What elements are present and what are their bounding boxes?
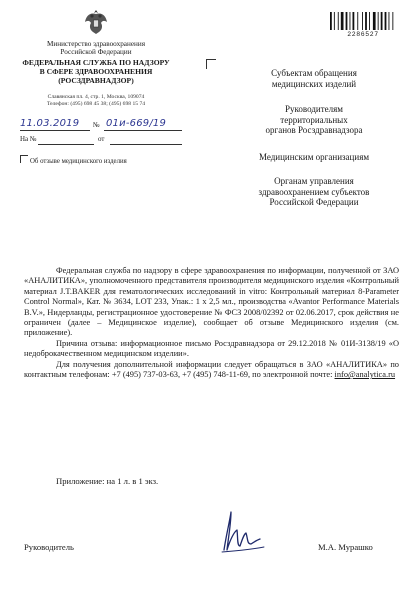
- barcode-bar: [365, 12, 367, 30]
- subject-line: Об отзыве медицинского изделия: [30, 158, 127, 165]
- addressee-line: органов Росздравнадзора: [265, 125, 363, 136]
- barcode-bar: [362, 12, 363, 30]
- service-line: В СФЕРЕ ЗДРАВООХРАНЕНИЯ: [39, 66, 153, 76]
- barcode-bar: [353, 12, 355, 30]
- barcode-bar: [341, 12, 344, 30]
- date-underline: [20, 130, 90, 131]
- attachment-line: Приложение: на 1 л. в 1 экз.: [56, 476, 159, 486]
- addressee-line: Руководителям: [285, 104, 343, 114]
- body-paragraph: Федеральная служба по надзору в сфере здравоохранения по информации, полученной от ЗАО «АНАЛИТИКА», уполномоченного представителя производителя медицинского изделия «Контрольный материал J.T.BAKER для гематологических исследований in vitro: Контрольный материал 8-Parameter Control Normal», Кат. № 3634, LOT 233, Упак.: 1 x 2,5 мл., производства «Avantor Performance Materials B.V.», Нидерланды, регистрационное удостоверение № ФСЗ 2008/02392 от 02.06.2017, срок действия не ограничен (далее – Медицинское изделие), сообщает об отзыве Медицинского изделия (см. приложение).: [24, 266, 399, 338]
- body-paragraph: [24, 360, 399, 381]
- reg-no-label: №: [93, 121, 100, 129]
- barcode-bar: [357, 12, 358, 30]
- ref-date-label: от: [98, 135, 105, 143]
- address-line: Телефон: (495) 698 45 38; (495) 698 15 74: [46, 101, 146, 107]
- barcode-bar: [369, 12, 370, 30]
- reg-date: 11.03.2019: [20, 118, 80, 129]
- address-block: [10, 94, 182, 108]
- letter-body: [24, 266, 399, 380]
- service-line: (РОСЗДРАВНАДЗОР): [58, 75, 134, 85]
- service-line: ФЕДЕРАЛЬНАЯ СЛУЖБА ПО НАДЗОРУ: [22, 58, 170, 67]
- barcode-bar: [385, 12, 387, 30]
- barcode-bar: [392, 12, 393, 30]
- subject-bracket: [20, 155, 21, 163]
- email-link[interactable]: info@analytica.ru: [334, 370, 396, 380]
- barcode-bar: [346, 12, 348, 30]
- signatory-name: М.А. Мурашко: [318, 542, 373, 552]
- barcode-bar: [381, 12, 383, 30]
- body-paragraph: Причина отзыва: информационное письмо Росздравнадзора от 29.12.2018 № 01И-3138/19 «О недоброкачественном медицинском изделии».: [24, 338, 399, 359]
- ref-no-label: На №: [20, 135, 37, 143]
- addressee-line: Российской Федерации: [269, 197, 359, 208]
- handwritten-signature: [204, 506, 274, 556]
- ministry-line: Министерство здравоохранения: [46, 40, 146, 48]
- addressee-block: [226, 152, 402, 163]
- contact-text: Для получения дополнительной информации следует обращаться в ЗАО «АНАЛИТИКА» по контактным телефонам: +7 (495) 737-03-63, +7 (495) 748-11-69, по электронной почте:: [24, 359, 399, 380]
- number-underline: [104, 130, 182, 131]
- barcode-bar: [378, 12, 379, 30]
- barcode-bar: [330, 12, 332, 30]
- ministry-line: Российской Федерации: [60, 48, 132, 57]
- addressee-line: Субъектам обращения: [271, 68, 357, 78]
- addressee-line: территориальных: [280, 114, 348, 125]
- addressee-block: [226, 68, 402, 89]
- address-line: Славянская пл. 4, стр. 1, Москва, 109074: [47, 94, 145, 100]
- barcode-bar: [389, 12, 390, 30]
- signatory-title: Руководитель: [24, 542, 74, 552]
- barcode-bar: [338, 12, 339, 30]
- addressee-bracket: [206, 59, 207, 69]
- addressee-line: медицинских изделий: [271, 78, 357, 89]
- ministry-name: [10, 40, 182, 56]
- addressee-block: [226, 104, 402, 136]
- coat-of-arms-icon: [83, 8, 109, 36]
- addressee-line: Органам управления: [274, 176, 354, 186]
- barcode-icon: [330, 12, 396, 30]
- addressee-line: Медицинским организациям: [258, 152, 370, 162]
- barcode-bar: [350, 12, 351, 30]
- barcode-bar: [334, 12, 335, 30]
- addressee-bracket: [206, 59, 216, 60]
- service-name: [10, 59, 182, 85]
- barcode-bar: [373, 12, 376, 30]
- reg-number: 01и-669/19: [106, 118, 167, 129]
- addressee-block: [226, 176, 402, 208]
- ref-date-underline: [110, 144, 182, 145]
- ref-number-underline: [38, 144, 94, 145]
- subject-bracket: [20, 155, 28, 156]
- barcode-number: 2286527: [347, 31, 379, 38]
- addressee-line: здравоохранением субъектов: [258, 186, 370, 197]
